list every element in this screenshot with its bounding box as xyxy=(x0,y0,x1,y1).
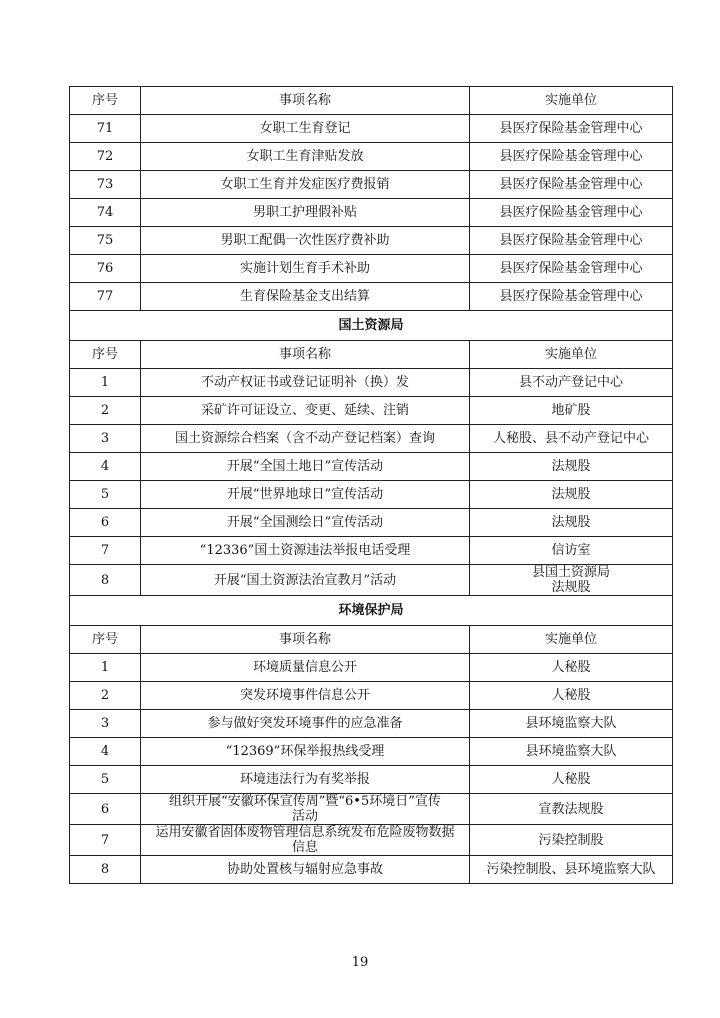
table-row xyxy=(70,115,673,143)
row-name: 生育保险基金支出结算 xyxy=(141,283,470,311)
row-index: 72 xyxy=(70,143,141,171)
table-row xyxy=(70,710,673,738)
row-unit xyxy=(470,565,673,596)
row-name: 突发环境事件信息公开 xyxy=(141,682,470,710)
row-unit: 法规股 xyxy=(470,481,673,509)
row-index: 75 xyxy=(70,227,141,255)
row-unit: 信访室 xyxy=(470,537,673,565)
row-index: 6 xyxy=(70,794,141,825)
service-items-table xyxy=(69,86,673,884)
section-row-land-bureau xyxy=(70,311,673,341)
row-index: 7 xyxy=(70,537,141,565)
row-index: 71 xyxy=(70,115,141,143)
row-index: 76 xyxy=(70,255,141,283)
row-unit: 县医疗保险基金管理中心 xyxy=(470,199,673,227)
header-index: 序号 xyxy=(70,626,141,654)
row-name-line: 组织开展“安徽环保宣传周”暨“6•5环境日”宣传 xyxy=(169,794,441,809)
row-name: 环境质量信息公开 xyxy=(141,654,470,682)
row-index: 3 xyxy=(70,425,141,453)
row-unit: 法规股 xyxy=(470,509,673,537)
row-unit-line: 县国土资源局 xyxy=(531,565,610,580)
header-index: 序号 xyxy=(70,341,141,369)
table-row xyxy=(70,825,673,856)
row-unit: 县医疗保险基金管理中心 xyxy=(470,283,673,311)
row-index: 3 xyxy=(70,710,141,738)
row-name: 采矿许可证设立、变更、延续、注销 xyxy=(141,397,470,425)
row-name: 参与做好突发环境事件的应急准备 xyxy=(141,710,470,738)
row-index: 77 xyxy=(70,283,141,311)
row-unit: 县环境监察大队 xyxy=(470,710,673,738)
section-title: 国土资源局 xyxy=(70,311,673,341)
table-row xyxy=(70,682,673,710)
table-header-row xyxy=(70,87,673,115)
row-unit: 污染控制股、县环境监察大队 xyxy=(470,856,673,884)
row-name-line: 运用安徽省固体废物管理信息系统发布危险废物数据 xyxy=(155,825,455,840)
row-index: 7 xyxy=(70,825,141,856)
row-name: 开展“全国测绘日”宣传活动 xyxy=(141,509,470,537)
row-unit: 县医疗保险基金管理中心 xyxy=(470,115,673,143)
row-name: 不动产权证书或登记证明补（换）发 xyxy=(141,369,470,397)
row-index: 74 xyxy=(70,199,141,227)
row-index: 1 xyxy=(70,654,141,682)
table-row xyxy=(70,481,673,509)
table-row xyxy=(70,794,673,825)
row-name: 环境违法行为有奖举报 xyxy=(141,766,470,794)
table-row xyxy=(70,856,673,884)
row-index: 2 xyxy=(70,682,141,710)
row-index: 73 xyxy=(70,171,141,199)
header-unit: 实施单位 xyxy=(470,341,673,369)
row-index: 5 xyxy=(70,766,141,794)
row-unit-line: 法规股 xyxy=(551,580,591,595)
table-row xyxy=(70,453,673,481)
section-title: 环境保护局 xyxy=(70,596,673,626)
row-index: 4 xyxy=(70,453,141,481)
section-row-env-bureau xyxy=(70,596,673,626)
table-header-row xyxy=(70,341,673,369)
row-index: 4 xyxy=(70,738,141,766)
row-name xyxy=(141,794,470,825)
row-name: 实施计划生育手术补助 xyxy=(141,255,470,283)
row-index: 5 xyxy=(70,481,141,509)
table-row xyxy=(70,171,673,199)
row-index: 6 xyxy=(70,509,141,537)
row-name: 男职工护理假补贴 xyxy=(141,199,470,227)
page-number: 19 xyxy=(351,955,369,970)
row-name: “12369”环保举报热线受理 xyxy=(141,738,470,766)
header-unit: 实施单位 xyxy=(470,626,673,654)
table-row xyxy=(70,766,673,794)
header-unit: 实施单位 xyxy=(470,87,673,115)
header-name: 事项名称 xyxy=(141,626,470,654)
row-unit: 宣教法规股 xyxy=(470,794,673,825)
row-unit: 人秘股 xyxy=(470,682,673,710)
row-name: 国土资源综合档案（含不动产登记档案）查询 xyxy=(141,425,470,453)
row-index: 8 xyxy=(70,565,141,596)
table-row xyxy=(70,255,673,283)
row-unit: 污染控制股 xyxy=(470,825,673,856)
row-unit: 地矿股 xyxy=(470,397,673,425)
table-row xyxy=(70,143,673,171)
table-row xyxy=(70,425,673,453)
row-name-line: 活动 xyxy=(291,809,318,824)
table-row xyxy=(70,283,673,311)
row-unit: 人秘股 xyxy=(470,766,673,794)
row-unit: 县医疗保险基金管理中心 xyxy=(470,255,673,283)
row-unit: 法规股 xyxy=(470,453,673,481)
row-name: 开展“国土资源法治宣教月”活动 xyxy=(141,565,470,596)
row-index: 2 xyxy=(70,397,141,425)
row-index: 8 xyxy=(70,856,141,884)
row-name-line: 信息 xyxy=(291,840,318,855)
table-row xyxy=(70,654,673,682)
row-name: “12336”国土资源违法举报电话受理 xyxy=(141,537,470,565)
row-unit: 县医疗保险基金管理中心 xyxy=(470,171,673,199)
header-index: 序号 xyxy=(70,87,141,115)
table-row xyxy=(70,397,673,425)
header-name: 事项名称 xyxy=(141,341,470,369)
row-unit: 县环境监察大队 xyxy=(470,738,673,766)
row-unit: 县医疗保险基金管理中心 xyxy=(470,227,673,255)
row-unit: 人秘股、县不动产登记中心 xyxy=(470,425,673,453)
row-name: 女职工生育津贴发放 xyxy=(141,143,470,171)
row-name: 开展“全国土地日”宣传活动 xyxy=(141,453,470,481)
table-row xyxy=(70,227,673,255)
row-unit: 县不动产登记中心 xyxy=(470,369,673,397)
row-name: 男职工配偶一次性医疗费补助 xyxy=(141,227,470,255)
row-index: 1 xyxy=(70,369,141,397)
row-unit: 人秘股 xyxy=(470,654,673,682)
row-name: 协助处置核与辐射应急事故 xyxy=(141,856,470,884)
table-row xyxy=(70,369,673,397)
table-header-row xyxy=(70,626,673,654)
row-unit: 县医疗保险基金管理中心 xyxy=(470,143,673,171)
table-row xyxy=(70,565,673,596)
row-name xyxy=(141,825,470,856)
row-name: 女职工生育并发症医疗费报销 xyxy=(141,171,470,199)
header-name: 事项名称 xyxy=(141,87,470,115)
table-row xyxy=(70,738,673,766)
row-name: 开展“世界地球日”宣传活动 xyxy=(141,481,470,509)
table-row xyxy=(70,509,673,537)
table-row xyxy=(70,537,673,565)
table-row xyxy=(70,199,673,227)
row-name: 女职工生育登记 xyxy=(141,115,470,143)
